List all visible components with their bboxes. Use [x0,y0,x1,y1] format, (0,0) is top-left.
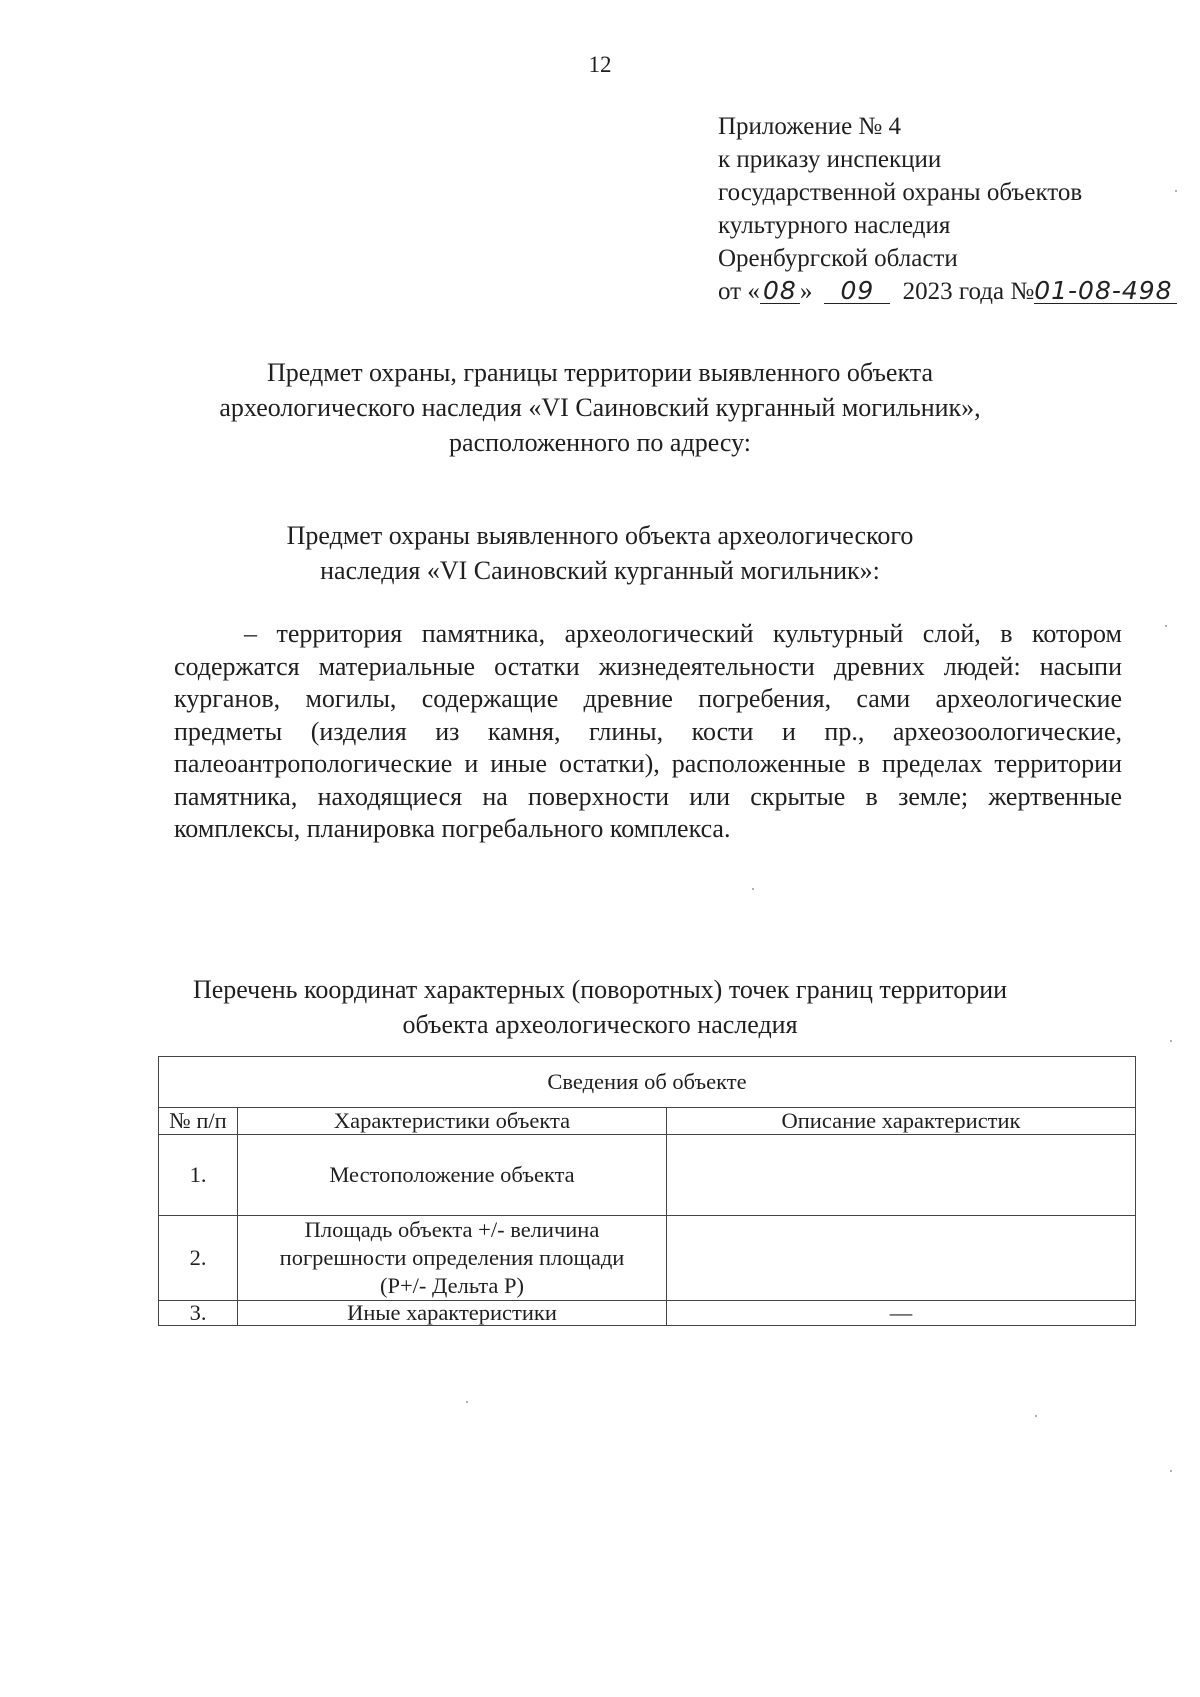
appendix-line: государственной охраны объектов [718,179,1083,206]
scan-speck [1170,1470,1172,1472]
scan-speck [1035,1415,1037,1417]
row-characteristic-line: погрешности определения площади [279,1245,625,1270]
row-characteristic-line: (P+/- Дельта P) [379,1273,525,1298]
table-row [159,1301,1136,1326]
title-line: расположенного по адресу: [449,428,751,457]
row-number: 1. [159,1135,238,1216]
scan-speck [1175,190,1177,192]
table-row [159,1216,1136,1301]
appendix-block [718,110,1177,308]
row-characteristic: Местоположение объекта [238,1135,667,1216]
scan-speck [1170,1040,1172,1042]
scan-speck [1165,625,1167,627]
row-description [667,1135,1136,1216]
table-header-row [159,1108,1136,1135]
handwritten-order-number: 01-08-498 [1034,279,1176,304]
date-prefix: от « [718,278,760,305]
title-line: археологического наследия «VI Саиновский курганный могильник», [219,393,981,422]
scan-speck [466,1401,468,1403]
table-caption: Сведения об объекте [159,1057,1136,1108]
subject-heading-line: наследия «VI Саиновский курганный могильник»: [320,556,880,585]
row-description [667,1216,1136,1301]
quote-close: » [799,278,813,305]
coords-heading-line: Перечень координат характерных (поворотных) точек границ территории [192,975,1008,1004]
column-header-characteristic: Характеристики объекта [238,1108,667,1135]
scan-speck [752,888,754,890]
appendix-line: культурного наследия [718,212,951,239]
row-characteristic [238,1216,667,1301]
row-characteristic-line: Площадь объекта +/- величина [304,1217,600,1242]
column-header-number: № п/п [159,1108,238,1135]
table-row [159,1135,1136,1216]
appendix-line: к приказу инспекции [718,146,942,173]
column-header-description: Описание характеристик [667,1108,1136,1135]
year-text: 2023 года № [902,278,1035,305]
subject-paragraph: – территория памятника, археологический культурный слой, в котором содержатся материальные остатки жизнедеятельности древних людей: насыпи курганов, могилы, содержащие древние погребения, сами археологические предметы (изделия из камня, глины, кости и пр., археозоологические, палеоантропологические и иные остатки), расположенные в пределах территории памятника, находящиеся на поверхности или скрытые в земле; жертвенные комплексы, планировка погребального комплекса. [174,619,1122,843]
title-line: Предмет охраны, границы территории выявленного объекта [267,358,933,387]
order-date-line [718,275,1177,308]
appendix-line: Оренбургской области [718,245,958,272]
coords-heading [150,972,1050,1042]
row-description: — [667,1301,1136,1326]
document-title [150,355,1050,460]
handwritten-month: 09 [824,279,890,304]
appendix-line: Приложение № 4 [718,113,902,140]
row-characteristic: Иные характеристики [238,1301,667,1326]
subject-heading-line: Предмет охраны выявленного объекта археологического [286,521,914,550]
object-info-table [158,1056,1136,1326]
coords-heading-line: объекта археологического наследия [402,1010,798,1039]
row-number: 2. [159,1216,238,1301]
subject-heading [150,518,1050,588]
handwritten-day: 08 [760,279,800,304]
row-number: 3. [159,1301,238,1326]
table-caption-row [159,1057,1136,1108]
page-number: 12 [588,52,612,77]
